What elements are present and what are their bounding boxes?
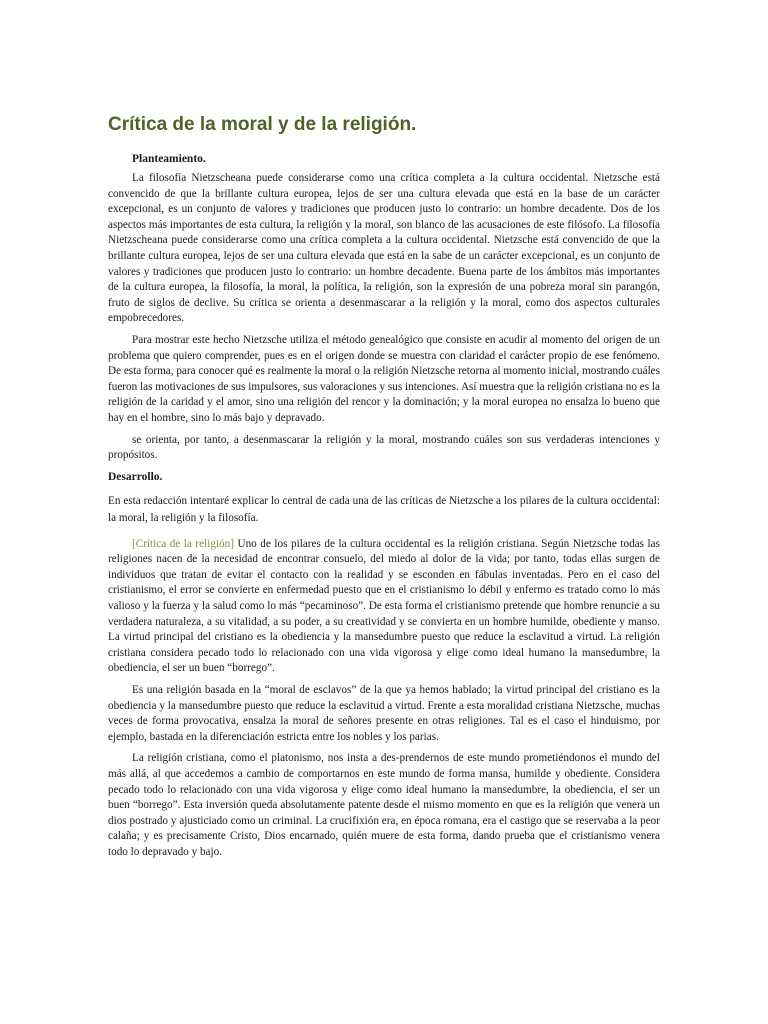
paragraph-2: Para mostrar este hecho Nietzsche utiliza el método genealógico que consiste en acudir al momento del origen de un problema que quiero comprender, pues es en el origen donde se muestra con claridad el carácter propio de ese fenómeno. De esta forma, para conocer qué es realmente la moral o la religión Nietzsche retorna al momento inicial, mostrando cuáles fueron las motivaciones de sus impulsores, sus valoraciones y sus intenciones. Así muestra que la religión cristiana no es la religión de la caridad y el amor, sino una religión del rencor y la dominación; y la moral europea no ensalza lo bueno que hay en el hombre, sino lo más bajo y depravado. — [108, 333, 661, 424]
paragraph-5 — [108, 537, 660, 677]
section-label-critica-religion: [Crítica de la religión] — [132, 537, 234, 550]
paragraph-4: En esta redacción intentaré explicar lo central de cada una de las críticas de Nietzsche a los pilares de la cultura occidental: la moral, la religión y la filosofía. — [108, 494, 660, 524]
section-heading-desarrollo: Desarrollo. — [108, 470, 163, 483]
paragraph-5-text: Uno de los pilares de la cultura occidental es la religión cristiana. Según Nietzsche todas las religiones nacen de la necesidad de encontrar consuelo, del miedo al dolor de la vida; por tanto, todas ellas surgen de individuos que tratan de evitar el contacto con la realidad y se esconden en fábulas inventadas. Pero en el caso del cristianismo, el error se convierte en enfermedad puesto que en el cristianismo lo débil y enfermo es tratado como lo más valioso y la fuerza y la salud como lo más “pecaminoso”. De esta forma el cristianismo pretende que hombre renuncie a su verdadera naturaleza, a su vitalidad, a su poder, a su creatividad y se convierta en un hombre humilde, obediente y manso. La virtud principal del cristiano es la obediencia y la mansedumbre puesto que reduce la esclavitud a virtud. La religión cristiana considera pecado todo lo relacionado con una vida vigorosa y elige como ideal humano la mansedumbre, la obediencia, el ser un buen “borrego”. — [108, 537, 660, 675]
paragraph-1: La filosofía Nietzscheana puede considerarse como una crítica completa a la cultura occidental. Nietzsche está convencido de que la brillante cultura europea, lejos de ser una cultura elevada que está en la base de un carácter excepcional, es un conjunto de valores y tradiciones que producen justo lo contrario: un hombre decadente. Dos de los aspectos más importantes de esta cultura, la religión y la moral, son blanco de las acusaciones de este filósofo. La filosofía Nietzscheana puede considerarse como una crítica completa a la cultura occidental. Nietzsche está convencido de que la brillante cultura europea, lejos de ser una cultura elevada que está en la sabe de un carácter excepcional, es un conjunto de valores y tradiciones que producen justo lo contrario: un hombre decadente. Buena parte de los ámbitos más importantes de la cultura europea, la filosofía, la moral, la política, la religión, son la expresión de una pobreza moral sin parangón, fruto de siglos de declive. Su crítica se orienta a desenmascarar a la religión y la moral, como dos aspectos culturales empobrecedores. — [108, 172, 660, 325]
document-page — [108, 112, 660, 867]
document-title: Crítica de la moral y de la religión. — [108, 114, 417, 135]
paragraph-7: La religión cristiana, como el platonismo, nos insta a des-prendernos de este mundo prometiéndonos el mundo del más allá, al que accedemos a cambio de comportarnos en este mundo de forma mansa, humilde y obediente. Considera pecado todo lo relacionado con una vida vigorosa y elige como ideal humano la mansedumbre, la obediencia, el ser un buen “borrego”. Esta inversión queda absolutamente patente desde el mismo momento en que es la religión que venera un dios postrado y ajusticiado como un criminal. La crucifixión era, en época romana, era el castigo que se reservaba a la peor calaña; y es precisamente Cristo, Dios encarnado, quién muere de esta forma, dando prueba que el cristianismo venera todo lo depravado y bajo. — [108, 752, 660, 858]
paragraph-6: Es una religión basada en la “moral de esclavos” de la que ya hemos hablado; la virtud principal del cristiano es la obediencia y la mansedumbre puesto que reduce la esclavitud a virtud. Frente a esta moralidad cristiana Nietzsche, muchas veces de forma provocativa, ensalza la moral de señores presente en otras religiones. Tal es el caso el hinduismo, por ejemplo, bastada en la diferenciación estricta entre los nobles y los parias. — [108, 684, 660, 743]
paragraph-3: se orienta, por tanto, a desenmascarar la religión y la moral, mostrando cuáles son sus verdaderas intenciones y propósitos. — [108, 433, 660, 462]
section-heading-planteamiento: Planteamiento. — [132, 153, 206, 165]
